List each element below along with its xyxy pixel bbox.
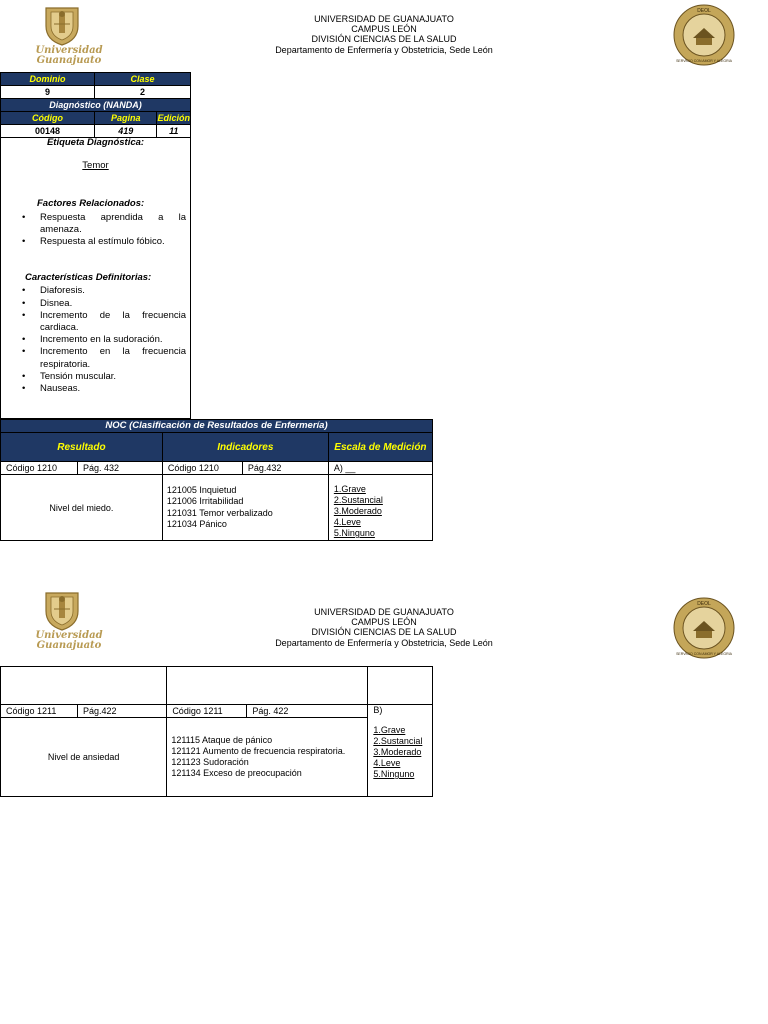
caracteristicas-title: Características Definitorias: bbox=[25, 272, 152, 284]
col-resultado: Resultado bbox=[1, 433, 163, 462]
clase-value: 2 bbox=[95, 86, 191, 99]
list-item: • Nauseas. bbox=[1, 383, 190, 395]
noc-title: NOC (Clasificación de Resultados de Enfermería) bbox=[1, 420, 433, 433]
etiqueta-value: Temor bbox=[82, 160, 109, 172]
col-indicadores: Indicadores bbox=[162, 433, 328, 462]
list-item: • Incremento de la frecuencia cardiaca. bbox=[1, 310, 190, 334]
codigo-value: 00148 bbox=[1, 125, 95, 138]
indicador-item: 121121 Aumento de frecuencia respiratoria. bbox=[171, 745, 346, 756]
scale-lead: B) bbox=[373, 705, 383, 715]
scale-item: 5.Ninguno bbox=[373, 769, 415, 779]
list-item: • Respuesta aprendida a la amenaza. bbox=[1, 212, 190, 236]
indicador-item: 121134 Exceso de preocupación bbox=[171, 768, 302, 779]
indicador-item: 121005 Inquietud bbox=[166, 485, 237, 496]
factores-title: Factores Relacionados: bbox=[37, 198, 145, 210]
indicador-item: 121006 Irritabilidad bbox=[166, 496, 244, 507]
seal-ring-text: SERVICIO CON AMOR Y ALEGRIA bbox=[676, 652, 732, 656]
indicador-page: Pág.432 bbox=[242, 462, 328, 475]
scale-cell bbox=[328, 475, 432, 541]
list-item: • Incremento en la frecuencia respiratoria. bbox=[1, 346, 190, 370]
scale-item: 2.Sustancial bbox=[333, 495, 383, 505]
list-item: • Incremento en la sudoración. bbox=[1, 334, 190, 346]
indicador-page: Pág. 422 bbox=[247, 705, 368, 718]
empty-cell bbox=[1, 667, 167, 705]
scale-cell bbox=[368, 705, 433, 797]
header-line-2: CAMPUS LEÓN bbox=[351, 24, 417, 35]
university-logo bbox=[34, 4, 104, 68]
header-line-3: DIVISIÓN CIENCIAS DE LA SALUD bbox=[311, 627, 457, 638]
scale-item: 3.Moderado bbox=[373, 747, 422, 757]
seal-top-text: DEOL bbox=[697, 601, 711, 607]
logo-text-line-1: Universidad bbox=[35, 45, 103, 56]
codigo-label: Código bbox=[1, 112, 95, 125]
logo-text-line-2: Guanajuato bbox=[36, 640, 102, 651]
logo-text-line-2: Guanajuato bbox=[36, 55, 102, 66]
diagnostico-label: Diagnóstico (NANDA) bbox=[1, 99, 191, 112]
empty-cell bbox=[167, 667, 368, 705]
list-item: • Diaforesis. bbox=[1, 285, 190, 297]
university-header bbox=[200, 607, 568, 648]
header-line-4: Departamento de Enfermería y Obstetricia, Sede León bbox=[275, 637, 493, 648]
resultado-code: Código 1211 bbox=[1, 705, 78, 718]
scale-item: 4.Leve bbox=[333, 517, 361, 527]
edicion-label: Edición bbox=[157, 112, 190, 123]
resultado-name: Nivel del miedo. bbox=[1, 475, 163, 541]
nanda-table bbox=[0, 72, 191, 138]
indicador-item: 121034 Pánico bbox=[166, 518, 227, 529]
indicadores-cell bbox=[167, 718, 368, 797]
dominio-value: 9 bbox=[1, 86, 95, 99]
header-line-4: Departamento de Enfermería y Obstetricia, Sede León bbox=[275, 44, 493, 55]
indicador-item: 121123 Sudoración bbox=[171, 757, 249, 767]
indicador-item: 121031 Temor verbalizado bbox=[166, 507, 273, 518]
scale-spacer bbox=[334, 475, 432, 484]
university-crest-icon bbox=[42, 4, 82, 46]
nursing-seal-icon bbox=[673, 597, 735, 659]
university-logo bbox=[34, 589, 104, 653]
resultado-page: Pág. 432 bbox=[78, 462, 163, 475]
caracteristicas-list bbox=[1, 285, 190, 395]
scale-item: 5.Ninguno bbox=[333, 528, 375, 538]
pagina-label: Pagina bbox=[95, 112, 157, 125]
list-item: • Disnea. bbox=[1, 298, 190, 310]
document-page-2 bbox=[0, 585, 768, 1024]
resultado-page: Pág.422 bbox=[78, 705, 167, 718]
indicador-item: 121115 Ataque de pánico bbox=[171, 734, 273, 745]
nanda-detail bbox=[0, 136, 191, 419]
scale-item: 1.Grave bbox=[333, 484, 366, 494]
list-item: • Respuesta al estímulo fóbico. bbox=[1, 236, 190, 248]
header-line-1: UNIVERSIDAD DE GUANAJUATO bbox=[314, 607, 454, 617]
scale-item: 3.Moderado bbox=[333, 506, 382, 516]
col-escala: Escala de Medición bbox=[328, 433, 432, 462]
university-header bbox=[200, 14, 568, 55]
factores-list bbox=[1, 212, 190, 249]
scale-item: 4.Leve bbox=[373, 758, 401, 768]
header-line-1: UNIVERSIDAD DE GUANAJUATO bbox=[314, 14, 454, 24]
clase-label: Clase bbox=[95, 73, 191, 86]
noc-table-continued bbox=[0, 666, 433, 797]
indicadores-cell bbox=[162, 475, 328, 541]
empty-cell bbox=[368, 667, 433, 705]
indicador-code: Código 1210 bbox=[162, 462, 242, 475]
scale-lead: A) __ bbox=[328, 462, 432, 475]
seal-top-text: DEOL bbox=[697, 8, 711, 14]
pagina-value: 419 bbox=[95, 125, 157, 138]
etiqueta-title: Etiqueta Diagnóstica: bbox=[46, 137, 145, 148]
resultado-name: Nivel de ansiedad bbox=[1, 718, 167, 797]
list-item: • Tensión muscular. bbox=[1, 371, 190, 383]
nursing-seal-icon bbox=[673, 4, 735, 66]
header-line-3: DIVISIÓN CIENCIAS DE LA SALUD bbox=[311, 34, 457, 45]
scale-spacer bbox=[373, 716, 432, 725]
scale-item: 2.Sustancial bbox=[373, 736, 423, 746]
university-crest-icon bbox=[42, 589, 82, 631]
logo-text-line-1: Universidad bbox=[35, 630, 103, 641]
noc-table bbox=[0, 419, 433, 541]
edicion-value: 11 bbox=[157, 125, 191, 138]
indicador-code: Código 1211 bbox=[167, 705, 247, 718]
seal-ring-text: SERVICIO CON AMOR Y ALEGRIA bbox=[676, 59, 732, 63]
resultado-code: Código 1210 bbox=[1, 462, 78, 475]
header-line-2: CAMPUS LEÓN bbox=[351, 617, 417, 628]
dominio-label: Dominio bbox=[1, 73, 95, 86]
scale-item: 1.Grave bbox=[373, 725, 406, 735]
